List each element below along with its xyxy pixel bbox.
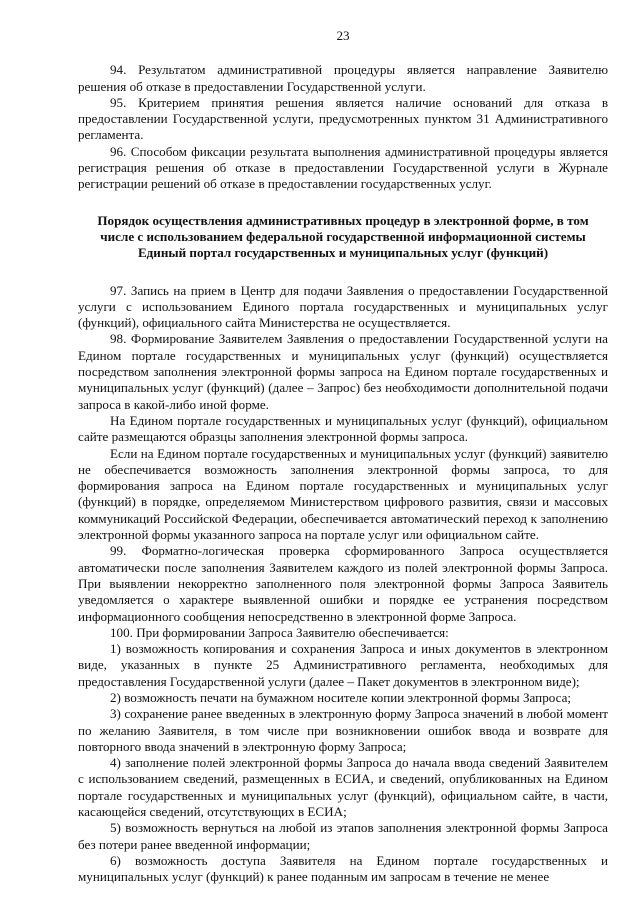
list-item-5: 5) возможность вернуться на любой из этапов заполнения электронной формы Запроса без потери ранее введенной информации; <box>78 820 608 852</box>
list-item-3: 3) сохранение ранее введенных в электронную форму Запроса значений в любой момент по желанию Заявителя, в том числе при возникновении ошибок ввода и возврате для повторного ввода значений в электронную форму Запроса; <box>78 706 608 754</box>
paragraph-96: 96. Способом фиксации результата выполнения административной процедуры является регистрация решения об отказе в предоставлении Государственной услуги в Журнале регистрации решений об отказе в предоставлении государственных услуг. <box>78 143 608 192</box>
list-item-4: 4) заполнение полей электронной формы Запроса до начала ввода сведений Заявителем с использованием сведений, размещенных в ЕСИА, и сведений, опубликованных на Едином портале государственных и муниципальных услуг (функций), официальном сайте, в части, касающейся сведений, отсутствующих в ЕСИА; <box>78 755 608 820</box>
paragraph-samples: На Едином портале государственных и муниципальных услуг (функций), официальном сайте размещаются образцы заполнения электронной формы запроса. <box>78 412 608 445</box>
list-item-2: 2) возможность печати на бумажном носителе копии электронной формы Запроса; <box>110 689 572 705</box>
paragraph-95: 95. Критерием принятия решения является наличие оснований для отказа в предоставлении Государственной услуги, предусмотренных пунктом 31 Административного регламента. <box>78 94 608 143</box>
paragraph-100: 100. При формировании Запроса Заявителю обеспечивается: <box>110 624 449 640</box>
section-heading: Порядок осуществления административных процедур в электронной форме, в том числе с использованием федеральной государственной информационной системы Единый портал государственных и муниципальных услуг (функций) <box>97 212 589 261</box>
paragraph-97: 97. Запись на прием в Центр для подачи Заявления о предоставлении Государственной услуги с использованием Единого портала государственных и муниципальных услуг (функций), официального сайта Министерства не осуществляется. <box>78 282 608 331</box>
paragraph-98: 98. Формирование Заявителем Заявления о предоставлении Государственной услуги на Едином портале государственных и муниципальных услуг (функций) осуществляется посредством заполнения электронной формы запроса на Едином портале государственных и муниципальных услуг (функций) (далее – Запрос) без необходимости дополнительной подачи запроса в какой-либо иной форме. <box>78 331 608 412</box>
paragraph-94: 94. Результатом административной процедуры является направление Заявителю решения об отказе в предоставлении Государственной услуги. <box>78 62 608 94</box>
paragraph-99: 99. Форматно-логическая проверка сформированного Запроса осуществляется автоматически после заполнения Заявителем каждого из полей электронной формы Запроса. При выявлении некорректно заполненного поля электронной формы Запроса Заявитель уведомляется о характере выявленной ошибки и порядке ее устранения посредством информационного сообщения непосредственно в электронной форме Запроса. <box>78 543 608 624</box>
list-item-6: 6) возможность доступа Заявителя на Едином портале государственных и муниципальных услуг (функций) к ранее поданным им запросам в течение не менее <box>78 852 608 885</box>
paragraph-auto-transition: Если на Едином портале государственных и муниципальных услуг (функций) заявителю не обеспечивается возможность заполнения электронной формы запроса, то для формирования запроса на Едином портале государственных и муниципальных услуг (функций) в порядке, определяемом Министерством цифрового развития, связи и массовых коммуникаций Российской Федерации, обеспечивается автоматический переход к заполнению электронной формы указанного запроса на портале услуг или официальном сайте. <box>78 445 608 543</box>
list-item-1: 1) возможность копирования и сохранения Запроса и иных документов в электронном виде, указанных в пункте 25 Административного регламента, необходимых для предоставления Государственной услуги (далее – Пакет документов в электронном виде); <box>78 641 608 689</box>
page-number: 23 <box>336 28 350 43</box>
